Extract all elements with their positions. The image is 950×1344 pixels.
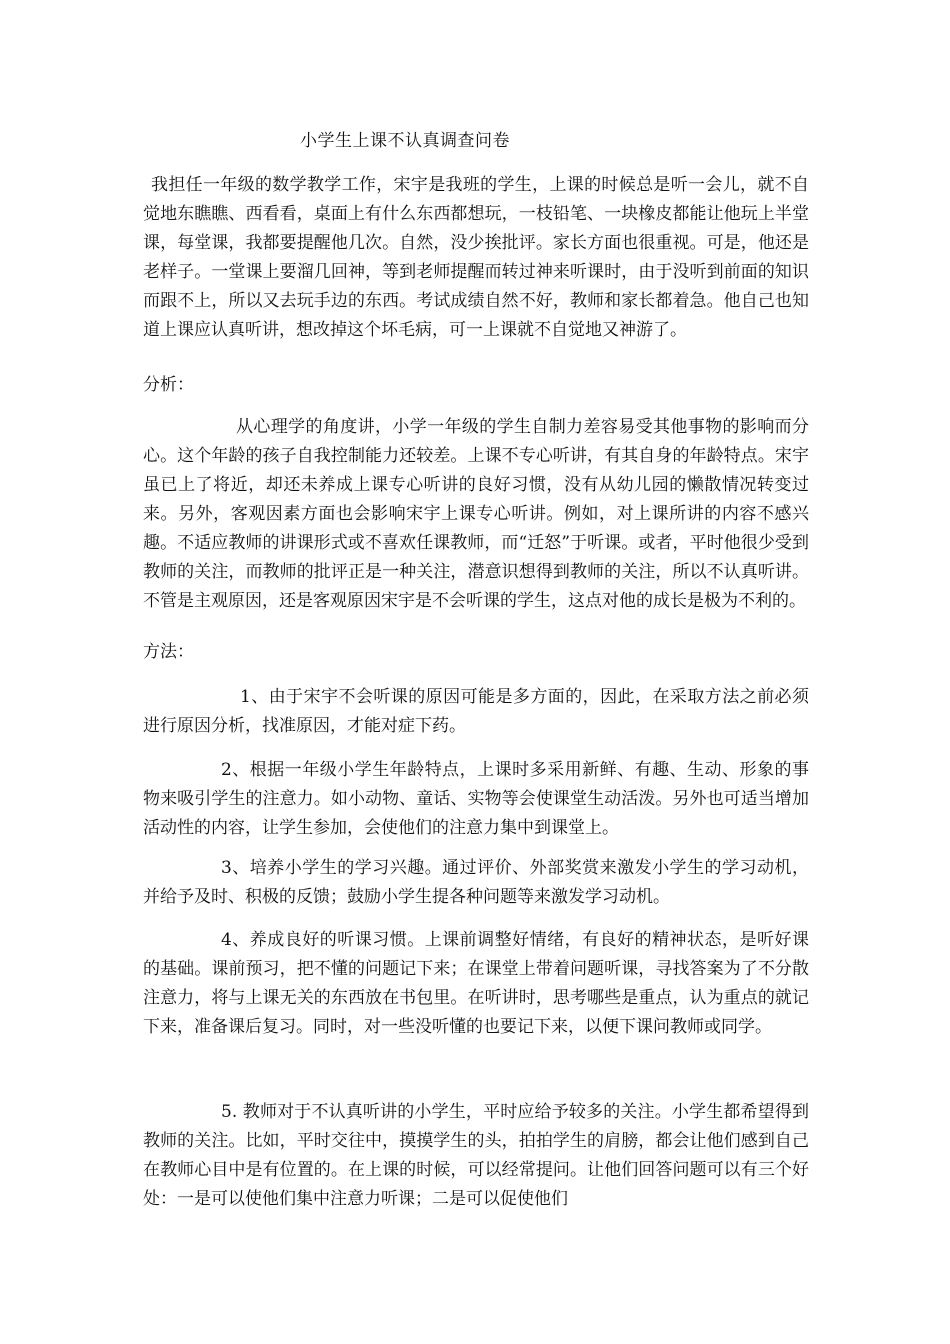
analysis-paragraph: 从心理学的角度讲，小学一年级的学生自制力差容易受其他事物的影响而分心。这个年龄的孩子自我控制能力还较差。上课不专心听讲，有其自身的年龄特点。宋宇虽已上了将近，却还未养成上课专心听讲的良好习惯，没有从幼儿园的懒散情况转变过来。另外，客观因素方面也会影响宋宇上课专心听讲。例如，对上课所讲的内容不感兴趣。不适应教师的讲课形式或不喜欢任课教师，而“迁怒”于听课。或者，平时他很少受到教师的关注，而教师的批评正是一种关注，潜意识想得到教师的关注，所以不认真听讲。不管是主观原因，还是客观原因宋宇是不会听课的学生，这点对他的成长是极为不利的。 — [143, 417, 809, 611]
method-item-2: 2、根据一年级小学生年龄特点，上课时多采用新鲜、有趣、生动、形象的事物来吸引学生的注意力。如小动物、童话、实物等会使课堂生动活泼。另外也可适当增加活动性的内容，让学生参加，会使他们的注意力集中到课堂上。 — [143, 760, 809, 838]
method-item-1: 1、由于宋宇不会听课的原因可能是多方面的，因此，在采取方法之前必须进行原因分析，找准原因，才能对症下药。 — [143, 687, 809, 736]
method-item-4: 4、养成良好的听课习惯。上课前调整好情绪，有良好的精神状态，是听好课的基础。课前预习，把不懂的问题记下来；在课堂上带着问题听课，寻找答案为了不分散注意力，将与上课无关的东西放在书包里。在听讲时，思考哪些是重点，认为重点的就记下来，准备课后复习。同时，对一些没听懂的也要记下来，以便下课问教师或同学。 — [143, 930, 809, 1037]
method-item-3: 3、培养小学生的学习兴趣。通过评价、外部奖赏来激发小学生的学习动机，并给予及时、积极的反馈；鼓励小学生提各种问题等来激发学习动机。 — [143, 858, 809, 907]
method-item-5: 5. 教师对于不认真听讲的小学生，平时应给予较多的关注。小学生都希望得到教师的关注。比如，平时交往中，摸摸学生的头，拍拍学生的肩膀，都会让他们感到自己在教师心目中是有位置的。在上课的时候，可以经常提问。让他们回答问题可以有三个好处：一是可以使他们集中注意力听课；二是可以促使他们 — [143, 1102, 809, 1209]
analysis-heading: 分析： — [143, 375, 194, 395]
intro-paragraph: 我担任一年级的数学教学工作，宋宇是我班的学生，上课的时候总是听一会儿，就不自觉地东瞧瞧、西看看，桌面上有什么东西都想玩，一枝铅笔、一块橡皮都能让他玩上半堂课，每堂课，我都要提醒他几次。自然，没少挨批评。家长方面也很重视。可是，他还是老样子。一堂课上要溜几回神，等到老师提醒而转过神来听课时，由于没听到前面的知识而跟不上，所以又去玩手边的东西。考试成绩自然不好，教师和家长都着急。他自己也知道上课应认真听讲，想改掉这个坏毛病，可一上课就不自觉地又神游了。 — [143, 175, 809, 340]
document-title: 小学生上课不认真调查问卷 — [300, 131, 510, 151]
methods-heading: 方法： — [143, 642, 194, 662]
